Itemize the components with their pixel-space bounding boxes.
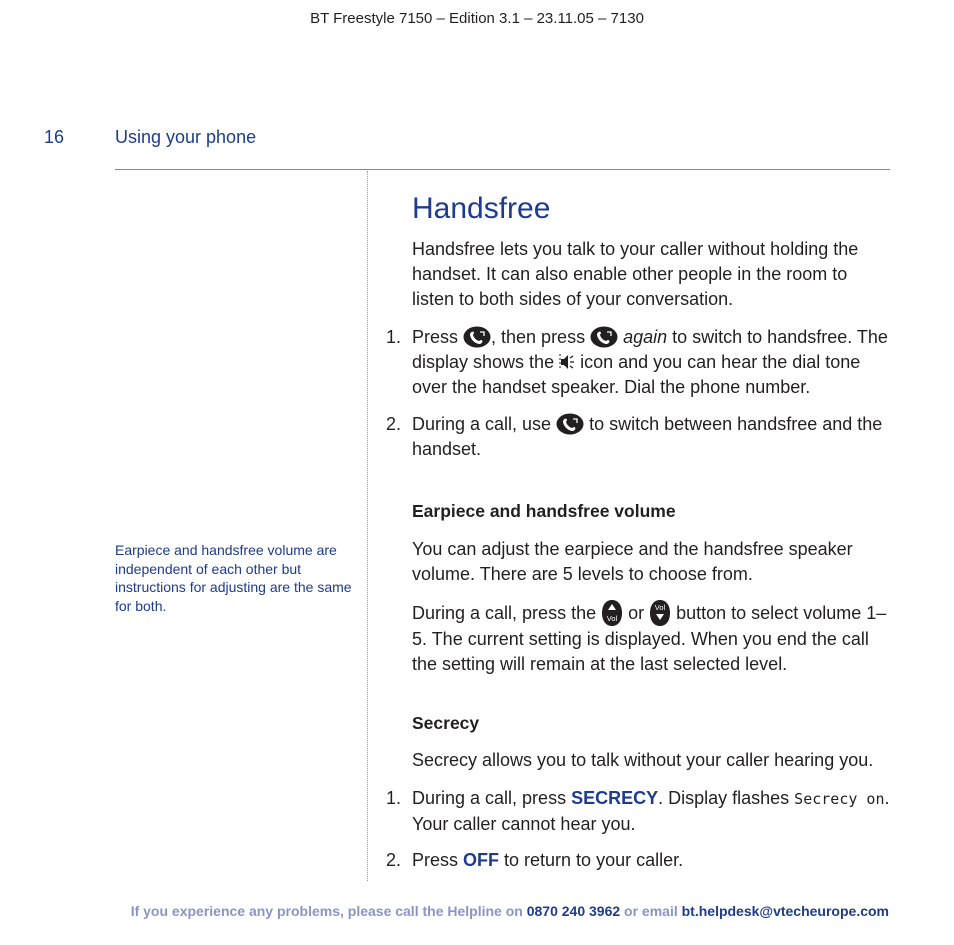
page-heading: Handsfree bbox=[412, 192, 551, 225]
section-title: Using your phone bbox=[115, 127, 257, 147]
vol-label: Vol bbox=[606, 614, 618, 623]
step-number: 2. bbox=[386, 414, 402, 434]
step-text: During a call, press bbox=[412, 788, 572, 808]
header-divider bbox=[115, 169, 890, 170]
step-text: icon and you can hear the dial tone over the handset speaker. Dial the phone number. bbox=[412, 352, 861, 397]
step-text: . Display flashes bbox=[658, 788, 795, 808]
footer-text: If you experience any problems, please call the Helpline on bbox=[130, 903, 527, 919]
display-text: Secrecy on bbox=[794, 790, 885, 808]
handsfree-intro: Handsfree lets you talk to your caller without holding the handset. It can also enable other people in the room to listen to both sides of your conversation. bbox=[412, 239, 859, 309]
column-divider bbox=[367, 171, 368, 881]
helpline-footer bbox=[0, 903, 889, 919]
para-text: button to select volume 1–5. The current setting is displayed. When you end the call the setting will remain at the last selected level. bbox=[412, 603, 887, 674]
para-text: During a call, press the bbox=[412, 603, 602, 623]
step-text: During a call, use bbox=[412, 414, 557, 434]
handsfree-step-2 bbox=[386, 412, 892, 462]
secrecy-step-2 bbox=[386, 848, 892, 873]
para-text: or bbox=[623, 603, 650, 623]
document-header: BT Freestyle 7150 – Edition 3.1 – 23.11.05 – 7130 bbox=[310, 10, 644, 27]
step-number: 2. bbox=[386, 850, 402, 870]
step-text: Press bbox=[412, 327, 464, 347]
helpline-phone: 0870 240 3962 bbox=[526, 903, 621, 919]
step-text: , then press bbox=[491, 327, 591, 347]
volume-paragraph-2 bbox=[412, 599, 892, 677]
vol-label: Vol bbox=[654, 603, 666, 612]
page-number: 16 bbox=[44, 127, 65, 147]
off-key-label: OFF bbox=[463, 850, 500, 870]
step-number: 1. bbox=[386, 788, 402, 808]
secrecy-paragraph: Secrecy allows you to talk without your caller hearing you. bbox=[412, 750, 874, 770]
step-number: 1. bbox=[386, 327, 402, 347]
step-text: to switch to handsfree. The display shows the bbox=[412, 327, 888, 372]
emphasis-again: again bbox=[623, 327, 668, 347]
volume-heading: Earpiece and handsfree volume bbox=[412, 501, 676, 521]
talk-button-icon bbox=[590, 326, 618, 348]
footer-text: or email bbox=[620, 903, 682, 919]
step-text: to return to your caller. bbox=[499, 850, 684, 870]
secrecy-step-1 bbox=[386, 786, 892, 837]
talk-button-icon bbox=[556, 413, 584, 435]
secrecy-key-label: SECRECY bbox=[571, 788, 659, 808]
handsfree-display-icon bbox=[559, 352, 575, 372]
step-text: to switch between handsfree and the handset. bbox=[412, 414, 883, 459]
talk-button-icon bbox=[463, 326, 491, 348]
volume-paragraph-1: You can adjust the earpiece and the handsfree speaker volume. There are 5 levels to choose from. bbox=[412, 539, 853, 584]
volume-up-icon bbox=[601, 599, 623, 627]
volume-down-icon bbox=[649, 599, 671, 627]
helpline-email: bt.helpdesk@vtecheurope.com bbox=[681, 903, 889, 919]
secrecy-heading: Secrecy bbox=[412, 713, 480, 733]
handsfree-step-1 bbox=[386, 325, 892, 400]
step-text: Press bbox=[412, 850, 464, 870]
side-note: Earpiece and handsfree volume are independent of each other but instructions for adjusting are the same for both. bbox=[115, 542, 352, 614]
step-text: . Your caller cannot hear you. bbox=[412, 788, 890, 834]
